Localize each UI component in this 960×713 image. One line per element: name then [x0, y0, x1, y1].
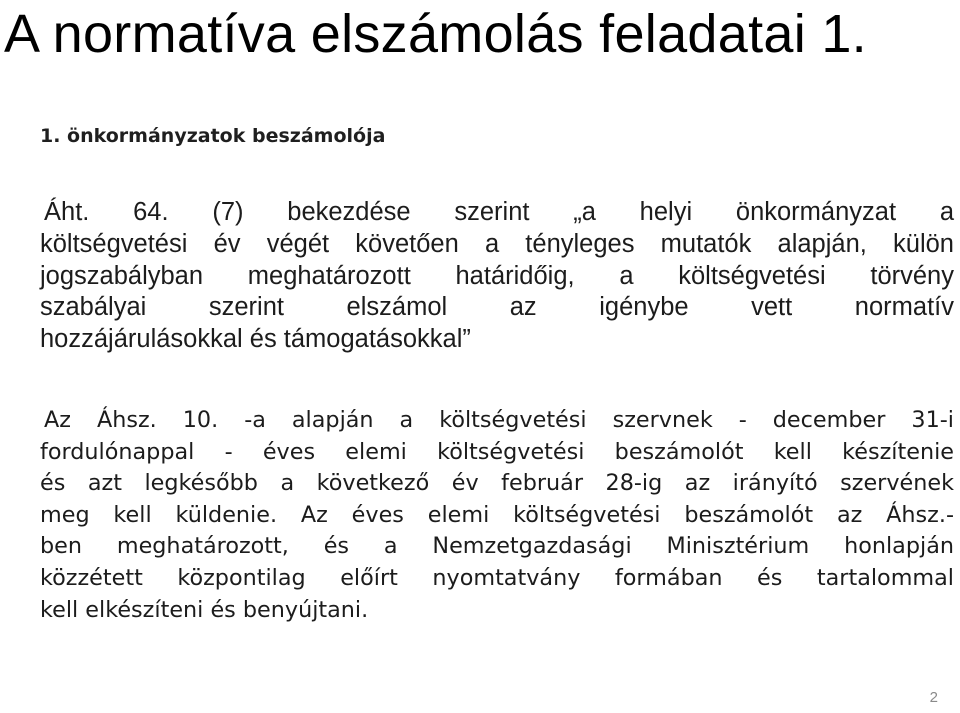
paragraph-line: Az Áhsz. 10. -a alapján a költségvetési szervnek - december 31-i [44, 407, 954, 433]
paragraph-aht [40, 197, 954, 356]
paragraph-line: hozzájárulásokkal és támogatásokkal” [40, 325, 471, 354]
paragraph-line: kell elkészíteni és benyújtani. [40, 596, 369, 623]
paragraph-line: jogszabályban meghatározott határidőig, a költségvetési törvény [40, 261, 954, 290]
paragraph-line: költségvetési év végét követően a tényleges mutatók alapján, külön [40, 229, 954, 258]
paragraph-line: közzétett központilag előírt nyomtatvány formában és tartalommal [40, 564, 954, 591]
page-number: 2 [929, 689, 938, 706]
paragraph-ahsz [40, 405, 954, 626]
paragraph-line: szabályai szerint elszámol az igénybe vett normatív [40, 293, 954, 322]
paragraph-line: meg kell küldenie. Az éves elemi költségvetési beszámolót az Áhsz.- [40, 501, 954, 528]
paragraph-line: és azt legkésőbb a következő év február 28-ig az irányító szervének [40, 470, 954, 497]
slide-subtitle: 1. önkormányzatok beszámolója [40, 125, 386, 147]
paragraph-line: Áht. 64. (7) bekezdése szerint „a helyi önkormányzat a [44, 198, 954, 226]
paragraph-line: fordulónappal - éves elemi költségvetési beszámolót kell készítenie [40, 438, 954, 465]
slide-title: A normatíva elszámolás feladatai 1. [4, 4, 867, 64]
paragraph-line: ben meghatározott, és a Nemzetgazdasági Minisztérium honlapján [40, 533, 954, 560]
